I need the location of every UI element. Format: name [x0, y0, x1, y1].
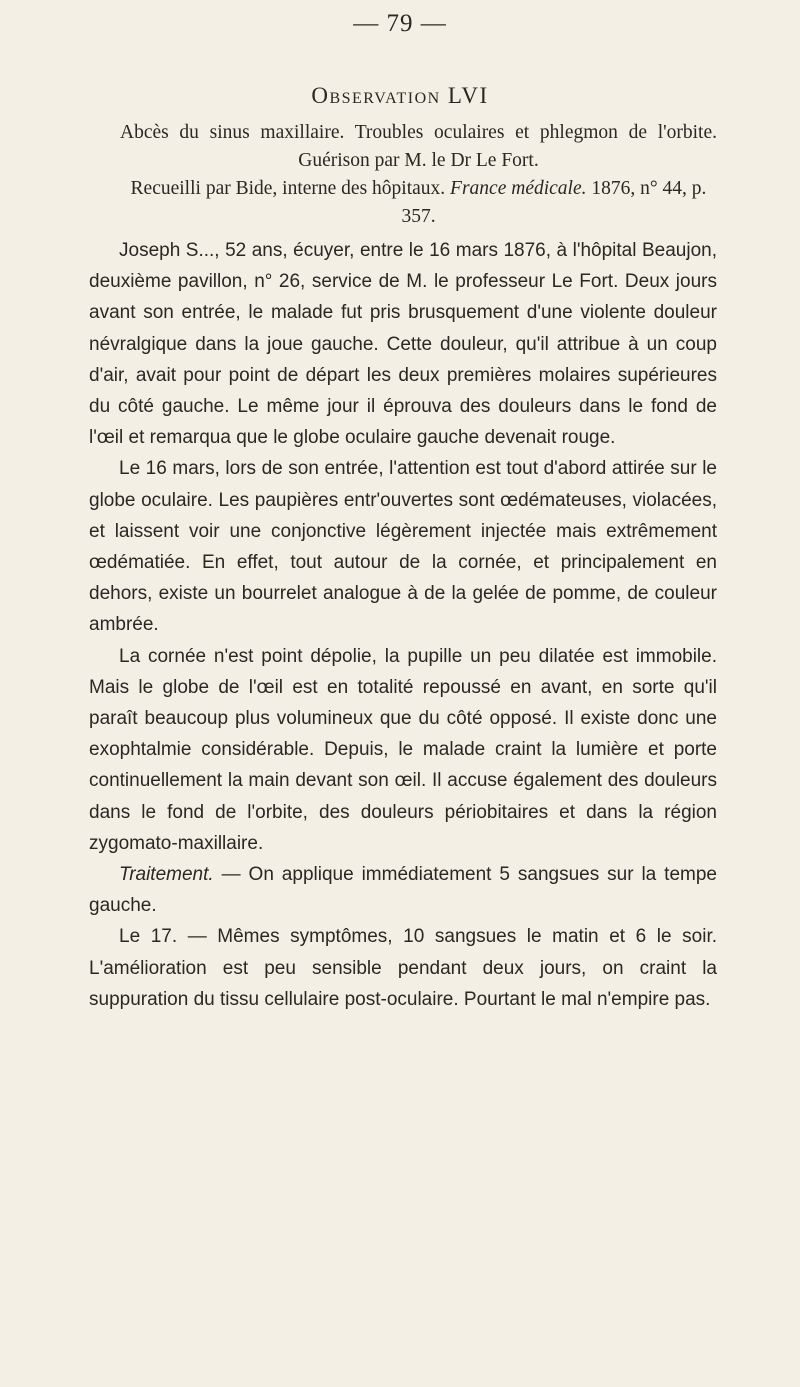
- observation-body: [89, 235, 717, 1015]
- observation-summary: [120, 119, 717, 231]
- source-prefix: Recueilli par Bide, interne des hôpitaux.: [130, 178, 451, 199]
- source-journal: France médicale.: [450, 178, 587, 199]
- case-summary: Abcès du sinus maxillaire. Troubles oculaires et phlegmon de l'orbite. Guérison par M. le Dr Le Fort.: [120, 122, 717, 171]
- paragraph-treatment: [89, 859, 717, 921]
- paragraph-admission: Joseph S..., 52 ans, écuyer, entre le 16 mars 1876, à l'hôpital Beaujon, deuxième pavillon, n° 26, service de M. le professeur Le Fort. Deux jours avant son entrée, le malade fut pris brusquement d'une violente douleur névralgique dans la joue gauche. Cette douleur, qu'il attribue à un coup d'air, avait pour point de départ les deux premières molaires supérieures du côté gauche. Le même jour il éprouva des douleurs dans le fond de l'œil et remarqua que le globe oculaire gauche devenait rouge.: [89, 240, 717, 449]
- treatment-label: Traitement.: [119, 864, 214, 886]
- observation-title: Observation LVI: [311, 83, 489, 108]
- paragraph-exophthalmia: La cornée n'est point dépolie, la pupille un peu dilatée est immobile. Mais le globe de l'œil est en totalité repoussé en avant, en sorte qu'il paraît beaucoup plus volumineux que du côté opposé. Il existe donc une exophtalmie considérable. Depuis, le malade craint la lumière et porte continuellement la main devant son œil. Il accuse également des douleurs dans le fond de l'orbite, des douleurs périobitaires et dans la région zygomato-maxillaire.: [89, 645, 717, 854]
- source-citation: [120, 175, 717, 231]
- paragraph-followup: Le 17. — Mêmes symptômes, 10 sangsues le matin et 6 le soir. L'amélioration est peu sensible pendant deux jours, on craint la suppuration du tissu cellulaire post-oculaire. Pourtant le mal n'empire pas.: [89, 926, 717, 1010]
- page-number: — 79 —: [353, 10, 447, 37]
- treatment-text: — On applique immédiatement 5 sangsues sur la tempe gauche.: [89, 864, 717, 917]
- paragraph-examination: Le 16 mars, lors de son entrée, l'attention est tout d'abord attirée sur le globe oculaire. Les paupières entr'ouvertes sont œdémateuses, violacées, et laissent voir une conjonctive légèrement injectée mais extrêmement œdématiée. En effet, tout autour de la cornée, et principalement en dehors, existe un bourrelet analogue à de la gelée de pomme, de couleur ambrée.: [89, 458, 717, 636]
- source-suffix: 1876, n° 44, p. 357.: [401, 178, 707, 227]
